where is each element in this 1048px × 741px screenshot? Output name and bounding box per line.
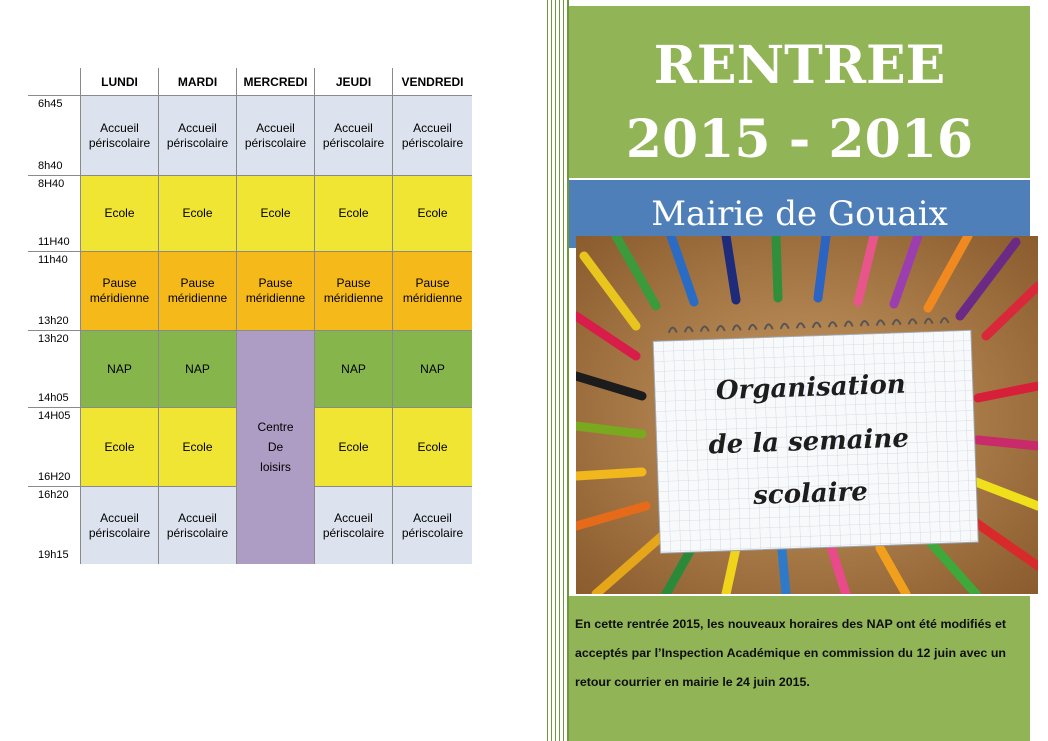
slot-start-time: 11h40	[38, 254, 68, 266]
slot-start-time: 14H05	[38, 410, 71, 422]
header-day-vendredi: VENDREDI	[392, 68, 472, 96]
weekly-schedule-table	[28, 68, 472, 564]
cell-ecole-lundi-apres-midi: Ecole	[80, 408, 158, 487]
cell-pause-vendredi: Pause méridienne	[392, 252, 472, 331]
cell-accueil-jeudi: Accueil périscolaire	[314, 96, 392, 176]
cell-ecole-vendredi-apres-midi: Ecole	[392, 408, 472, 487]
slot-end-time: 13h20	[38, 315, 69, 327]
slot-start-time: 16h20	[38, 489, 69, 501]
cell-ecole-mercredi: Ecole	[236, 176, 314, 252]
slot-end-time: 8h40	[38, 160, 63, 172]
cell-nap-jeudi: NAP	[314, 331, 392, 408]
header-day-lundi: LUNDI	[80, 68, 158, 96]
cell-accueil-mardi: Accueil périscolaire	[158, 96, 236, 176]
cell-nap-lundi: NAP	[80, 331, 158, 408]
cell-pause-mardi: Pause méridienne	[158, 252, 236, 331]
cell-nap-mardi: NAP	[158, 331, 236, 408]
cell-nap-vendredi: NAP	[392, 331, 472, 408]
header-corner-cell	[28, 68, 80, 96]
cell-accueil-soir-mardi: Accueil périscolaire	[158, 487, 236, 564]
slot-start-time: 6h45	[38, 98, 63, 110]
cell-accueil-mercredi: Accueil périscolaire	[236, 96, 314, 176]
time-slot-2	[28, 176, 80, 252]
slot-end-time: 16H20	[38, 471, 71, 483]
cell-pause-lundi: Pause méridienne	[80, 252, 158, 331]
cell-accueil-lundi: Accueil périscolaire	[80, 96, 158, 176]
slot-end-time: 14h05	[38, 392, 69, 404]
cell-accueil-soir-jeudi: Accueil périscolaire	[314, 487, 392, 564]
header-day-mercredi: MERCREDI	[236, 68, 314, 96]
cell-ecole-mardi: Ecole	[158, 176, 236, 252]
header-day-jeudi: JEUDI	[314, 68, 392, 96]
decorative-green-stripes	[547, 0, 571, 741]
cell-ecole-lundi: Ecole	[80, 176, 158, 252]
cell-pause-mercredi: Pause méridienne	[236, 252, 314, 331]
slot-start-time: 8H40	[38, 178, 65, 190]
cell-ecole-mardi-apres-midi: Ecole	[158, 408, 236, 487]
header-day-mardi: MARDI	[158, 68, 236, 96]
slot-end-time: 19h15	[38, 549, 69, 561]
cover-title-years: 2015 - 2016	[625, 109, 974, 170]
notepad-line-3: scolaire	[752, 476, 869, 511]
mairie-name: Mairie de Gouaix	[651, 194, 948, 234]
cover-body-text: En cette rentrée 2015, les nouveaux horaires des NAP ont été modifiés et acceptés par l’Inspection Académique en commission du 12 juin avec un retour courrier en mairie le 24 juin 2015.	[575, 617, 1006, 689]
time-slot-3	[28, 252, 80, 331]
cell-centre-de-loisirs-mercredi: Centre De loisirs	[236, 331, 314, 564]
notepad-line-2: de la semaine	[708, 423, 910, 461]
cell-accueil-soir-lundi: Accueil périscolaire	[80, 487, 158, 564]
time-slot-4	[28, 331, 80, 408]
pencils-illustration	[576, 236, 1038, 594]
time-slot-6	[28, 487, 80, 564]
colored-pencils-notepad-photo	[576, 236, 1038, 594]
slot-start-time: 13h20	[38, 333, 69, 345]
time-slot-1	[28, 96, 80, 176]
cell-accueil-soir-vendredi: Accueil périscolaire	[392, 487, 472, 564]
cell-ecole-jeudi-apres-midi: Ecole	[314, 408, 392, 487]
cover-title-rentree: RENTREE	[653, 35, 946, 96]
notepad-line-1: Organisation	[715, 369, 907, 407]
time-slot-5	[28, 408, 80, 487]
slot-end-time: 11H40	[38, 236, 70, 248]
cell-ecole-jeudi: Ecole	[314, 176, 392, 252]
cell-pause-jeudi: Pause méridienne	[314, 252, 392, 331]
cell-ecole-vendredi: Ecole	[392, 176, 472, 252]
cell-accueil-vendredi: Accueil périscolaire	[392, 96, 472, 176]
